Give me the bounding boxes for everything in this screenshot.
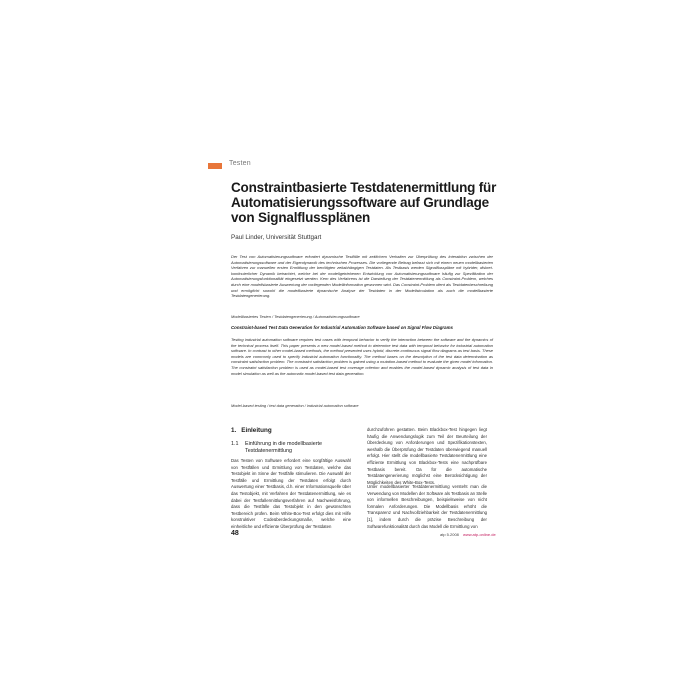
english-title: Constraint-based Test Data Generation for Industrial Automation Software based on Signal Flow Diagrams xyxy=(231,325,453,330)
body-text-left: Das Testen von Software erfordert eine sorgfältige Auswahl von Testfällen und Ermittlung von Testdaten, welche das Testobjekt im Sinne der Testfälle stimulieren. Die Auswahl der Testfälle und Ermittlung der Testdaten erfolgt durch Auswertung einer Testbasis, d.h. einer Informationsquelle über das Testobjekt, mit Verfahren der Testdatenermittlung, wie es dabei der Testfallermittlungsverfahren auf Nachweisführung, dass die Testfälle das Testobjekt in den gewünschten Testbereich prüfen. Beim White-Box-Test erfolgt dies mit Hilfe konstruktiver Codeüberdeckungsmaße, welche eine einheitliche und effiziente Überprüfung der Testdaten xyxy=(231,458,351,529)
keywords-english: Model-based testing / test data generation / industrial automation software xyxy=(231,403,359,408)
section-1-1-heading xyxy=(231,441,346,454)
section-label: Testen xyxy=(229,160,251,167)
keywords-german: Modellbasiertes Testen / Testdatengenerierung / Automatisierungssoftware xyxy=(231,314,360,319)
abstract-german: Der Test von Automatisierungssoftware erfordert dynamische Testfälle mit zeitlichem Verhalten zur Überprüfung des Interaktion zwischen der Automatisierungssoftware und der Eigendynamik des technischen Prozesses. Die vorliegende Beitrag befasst sich mit einem neuen modellbasierten Verfahren zur manuellen ersten Ermittlung der benötigten zeitabhängigen Testdaten. Als Testbasis werden Signalflusspläne mit hybrider, diskret-kontinuierlicher Dynamik betrachtet, welche bei der modellgetriebenen Entwicklung von Automatisierungssoftware häufig zur Spezifikation der Automatisierungsfunktionalität eingesetzt werden. Kern des Verfahrens ist die Darstellung der Testdatenermittlung als Constraint-Problem, welches durch eine modellsbasierte Auswertung der vorliegenden Modellinformation gewonnen wird. Das Constraint-Problem dient als Testdatenbeschreibung und ermöglicht sowohl die modellbasierte dynamische Analyse der Testdaten in der Modellsimulation als auch die modellbasierte Testdatengenerierung. xyxy=(231,254,493,299)
section-accent-bar xyxy=(208,163,222,169)
section-1-title: Einleitung xyxy=(241,427,272,434)
section-1-heading xyxy=(231,427,272,434)
body-text-right-bottom: Unter modellbasierter Testdatenermittlung versteht man die Verwendung von Modellen der Software als Testbasis an Stelle von informellen Beschreibungen, beispielsweise von nicht formalen Anforderungen. Die Modellbasis erhöht die Transparenz und Nachvollziehbarkeit der Testdatenermittlung [1], indem durch die präzise Beschreibung der Softwarefunktionalität durch das Modell die Ermittlung von xyxy=(367,484,487,529)
article-title: Constraintbasierte Testdatenermittlung für Automatisierungssoftware auf Grundlage von Signalflussplänen xyxy=(231,180,497,225)
section-1-1-title: Einführung in die modellbasierte Testdatenermittlung xyxy=(245,441,323,454)
journal-url[interactable]: www.atp-online.de xyxy=(463,532,496,537)
section-1-1-number: 1.1 xyxy=(231,441,239,447)
author-line: Paul Linder, Universität Stuttgart xyxy=(231,234,322,241)
abstract-english: Testing industrial automation software requires test cases with temporal behavior to verify the interaction between the software and the dynamics of the technical process itself. This paper presents a new model-based method to determine test data with temporal behavior for industrial automation software. In contrast to other model-based methods, the method presented uses hybrid, discrete-continuous signal flow diagrams as test basis. These models are commonly used to specify industrial automation functionality. The method bases on the description of the test data determination as constraint satisfaction problem. The constraint satisfaction problem is gained using a mutation-based method to evaluate the given model information. The constraint satisfaction problem is used as model-based test coverage criterion and enables the model-based dynamic analysis of test data in model simulation as well as the automatic model-based test data generation. xyxy=(231,337,493,376)
body-text-right-top: durchzuführen gestatten. Beim Blackbox-Test hingegen liegt häufig die Anwendungslogik zum Teil der Beurteilung der Überdeckung von Anforderungen und Spezifikationstexten, weshalb die Überprüfung der Testdaten überwiegend manuell erfolgt. Hier stellt die modellbasierte Testdatenermittlung eine effiziente Ermittlung von Blackbox-Tests eine nachprüfbare Testbasis bereit. Da für die automatische Testdatengenerierung möglichst eine Berücksichtigung der Möglichkeiten des White-Box-Tests. xyxy=(367,427,487,485)
page-number: 48 xyxy=(231,530,239,537)
journal-issue: atp 5.2008 xyxy=(440,532,459,537)
section-1-number: 1. xyxy=(231,427,237,434)
